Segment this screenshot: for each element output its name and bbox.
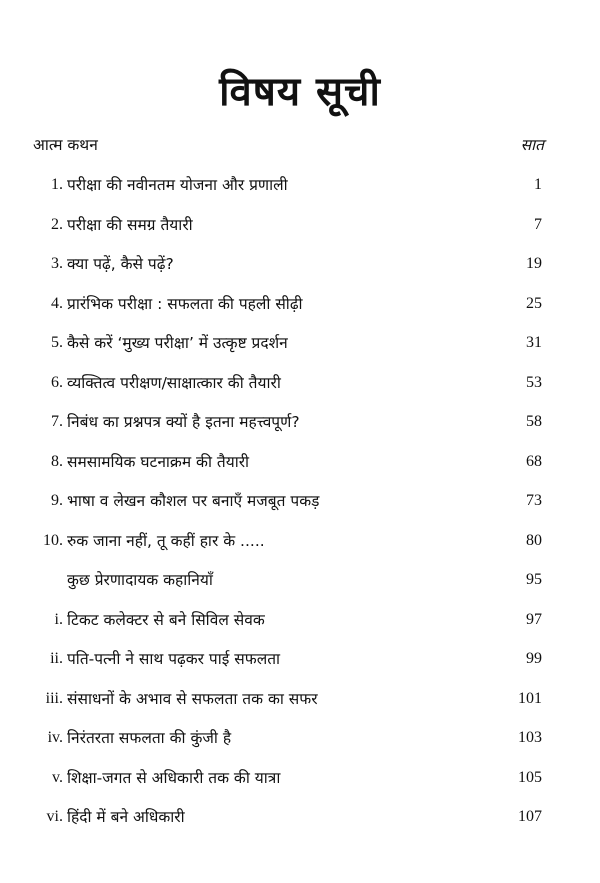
toc-entry-title: संसाधनों के अभाव से सफलता तक का सफर — [67, 690, 318, 708]
toc-entry — [0, 408, 600, 436]
toc-entry — [0, 250, 600, 278]
toc-entry-number: i. — [54, 611, 63, 628]
toc-entry-title: पति-पत्नी ने साथ पढ़कर पाई सफलता — [67, 650, 281, 668]
toc-entry-title: निबंध का प्रश्नपत्र क्यों है इतना महत्त्वपूर्ण? — [67, 413, 300, 431]
toc-entry-title: कैसे करें ‘मुख्य परीक्षा’ में उत्कृष्ट प्रदर्शन — [67, 334, 288, 352]
toc-entry-page: 95 — [526, 571, 542, 588]
toc-entry-page: 58 — [526, 413, 542, 430]
toc-entry-page: 80 — [526, 532, 542, 549]
toc-entry-page: 19 — [526, 255, 542, 272]
toc-entry-title: हिंदी में बने अधिकारी — [67, 808, 185, 826]
toc-entry-title: कुछ प्रेरणादायक कहानियाँ — [67, 571, 213, 589]
toc-entry-title: रुक जाना नहीं, तू कहीं हार के ..... — [67, 532, 265, 550]
toc-entry-number: v. — [52, 769, 63, 786]
toc-entry — [0, 290, 600, 318]
toc-entry — [0, 606, 600, 634]
toc-entry-number: 8. — [51, 453, 63, 470]
toc-entry-page: 73 — [526, 492, 542, 509]
toc-entry-number: 6. — [51, 374, 63, 391]
toc-entry — [0, 171, 600, 199]
toc-intro-page: सात — [520, 136, 544, 154]
toc-entry-title: शिक्षा-जगत से अधिकारी तक की यात्रा — [67, 769, 281, 787]
toc-entry-page: 25 — [526, 295, 542, 312]
toc-entry-title: व्यक्तित्व परीक्षण/साक्षात्कार की तैयारी — [67, 374, 281, 392]
toc-entry-title: प्रारंभिक परीक्षा : सफलता की पहली सीढ़ी — [67, 295, 303, 313]
toc-entry-title: परीक्षा की समग्र तैयारी — [67, 216, 193, 234]
toc-entry-page: 53 — [526, 374, 542, 391]
toc-entry-number: 5. — [51, 334, 63, 351]
toc-intro-row — [0, 131, 600, 159]
toc-entry — [0, 724, 600, 752]
toc-section-entry — [0, 566, 600, 594]
toc-entry — [0, 487, 600, 515]
toc-entry-page: 107 — [518, 808, 542, 825]
toc-entry — [0, 685, 600, 713]
toc-entry-page: 105 — [518, 769, 542, 786]
toc-entry-number: iv. — [47, 729, 63, 746]
toc-entry-page: 68 — [526, 453, 542, 470]
toc-entry-title: टिकट कलेक्टर से बने सिविल सेवक — [67, 611, 265, 629]
toc-entry — [0, 764, 600, 792]
toc-entry-number: 3. — [51, 255, 63, 272]
toc-entry-number: 10. — [43, 532, 63, 549]
toc-entry-title: भाषा व लेखन कौशल पर बनाएँ मजबूत पकड़ — [67, 492, 320, 510]
toc-entry — [0, 329, 600, 357]
toc-entry-number: ii. — [50, 650, 63, 667]
toc-entry — [0, 527, 600, 555]
toc-entry-number: vi. — [46, 808, 63, 825]
toc-entry — [0, 211, 600, 239]
toc-entry — [0, 448, 600, 476]
toc-entry-number: iii. — [45, 690, 63, 707]
toc-entry-title: निरंतरता सफलता की कुंजी है — [67, 729, 232, 747]
toc-entry — [0, 803, 600, 831]
toc-intro-label: आत्म कथन — [33, 136, 98, 154]
toc-entry-page: 101 — [518, 690, 542, 707]
toc-entry-number: 2. — [51, 216, 63, 233]
toc-entry-title: क्या पढ़ें, कैसे पढ़ें? — [67, 255, 174, 273]
toc-entry-page: 99 — [526, 650, 542, 667]
toc-entry-page: 97 — [526, 611, 542, 628]
toc-entry — [0, 645, 600, 673]
toc-entry-page: 31 — [526, 334, 542, 351]
page-title: विषय सूची — [219, 69, 381, 115]
toc-entry-page: 103 — [518, 729, 542, 746]
toc-entry-number: 4. — [51, 295, 63, 312]
toc-entry-page: 7 — [534, 216, 542, 233]
toc-entry-title: परीक्षा की नवीनतम योजना और प्रणाली — [67, 176, 288, 194]
toc-entry-title: समसामयिक घटनाक्रम की तैयारी — [67, 453, 250, 471]
toc-entry-number: 7. — [51, 413, 63, 430]
toc-entry-number: 9. — [51, 492, 63, 509]
toc-entry — [0, 369, 600, 397]
toc-entry-page: 1 — [534, 176, 542, 193]
toc-entry-number: 1. — [51, 176, 63, 193]
